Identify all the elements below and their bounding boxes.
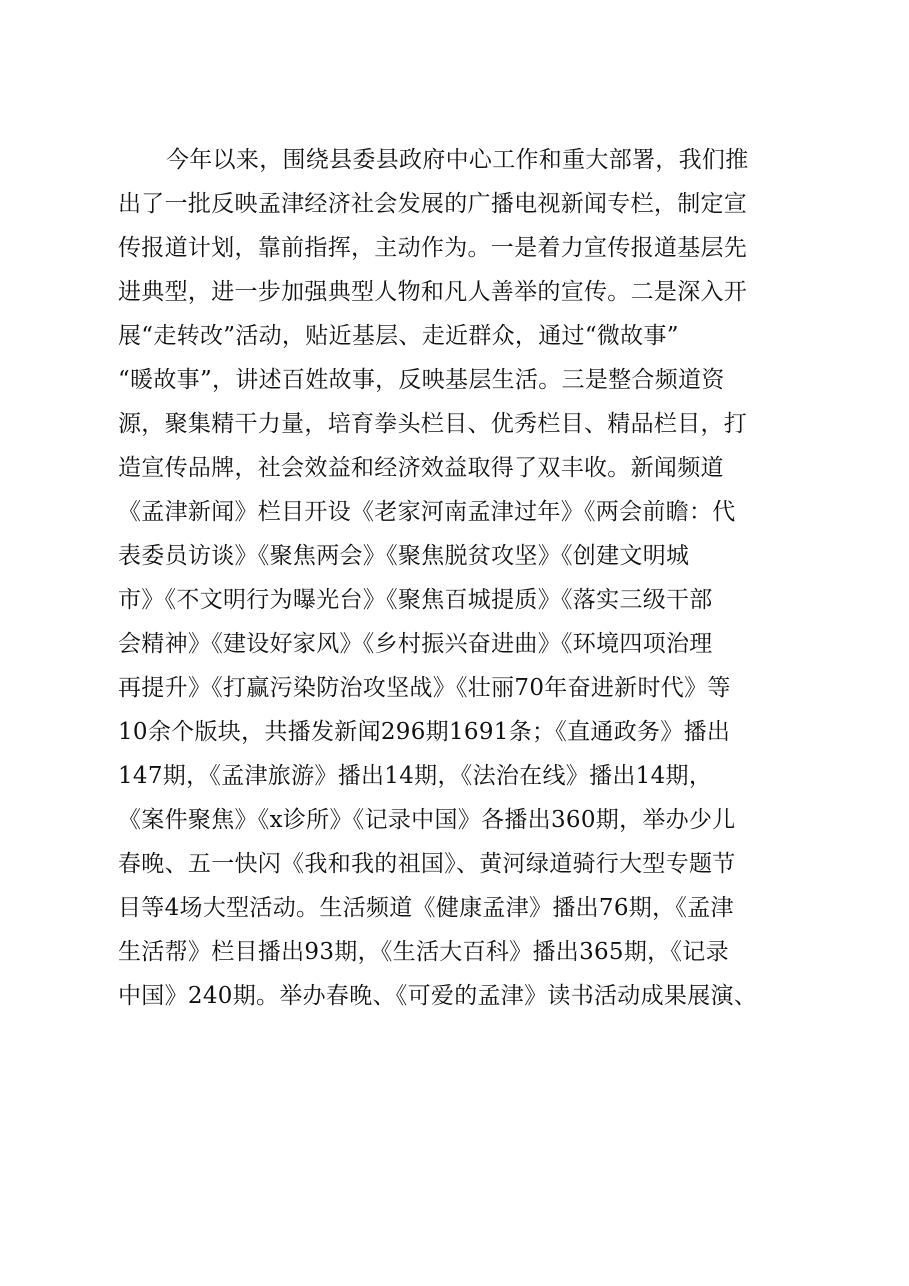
paragraph-line: 今年以来，围绕县委县政府中心工作和重大部署，我们推 <box>166 147 749 173</box>
paragraph-line: 会精神》《建设好家风》《乡村振兴奋进曲》《环境四项治理 <box>118 631 713 657</box>
paragraph-line: 生活帮》栏目播出93期，《生活大百科》播出365期，《记录 <box>118 939 729 965</box>
paragraph-line: 春晚、五一快闪《我和我的祖国》、黄河绿道骑行大型专题节 <box>118 851 736 877</box>
body-paragraph <box>118 138 808 1018</box>
paragraph-line: 目等4场大型活动。生活频道《健康孟津》播出76期，《孟津 <box>118 895 734 921</box>
paragraph-line: 表委员访谈》《聚焦两会》《聚焦脱贫攻坚》《创建文明城 <box>118 543 690 569</box>
paragraph-line: 10余个版块，共播发新闻296期1691条；《直通政务》播出 <box>118 719 731 745</box>
paragraph-line: 源，聚集精干力量，培育拳头栏目、优秀栏目、精品栏目，打 <box>118 411 748 437</box>
paragraph-line: “暖故事”，讲述百姓故事，反映基层生活。三是整合频道资 <box>118 367 725 393</box>
paragraph-line: 传报道计划，靠前指挥，主动作为。一是着力宣传报道基层先 <box>118 235 748 261</box>
paragraph-line: 出了一批反映孟津经济社会发展的广播电视新闻专栏，制定宣 <box>118 191 748 217</box>
paragraph-line: 再提升》《打赢污染防治攻坚战》《壮丽70年奋进新时代》等 <box>118 675 731 701</box>
paragraph-line: 展“走转改”活动，贴近基层、走近群众，通过“微故事” <box>118 323 679 349</box>
paragraph-line: 市》《不文明行为曝光台》《聚焦百城提质》《落实三级干部 <box>118 587 713 613</box>
paragraph-line: 进典型，进一步加强典型人物和凡人善举的宣传。二是深入开 <box>118 279 748 305</box>
paragraph-line: 147期，《孟津旅游》播出14期，《法治在线》播出14期， <box>118 763 713 789</box>
paragraph-line: 《孟津新闻》栏目开设《老家河南孟津过年》《两会前瞻：代 <box>118 499 736 525</box>
paragraph-line: 造宣传品牌，社会效益和经济效益取得了双丰收。新闻频道 <box>118 455 724 481</box>
paragraph-line: 《案件聚焦》《x诊所》《记录中国》各播出360期，举办少儿 <box>118 807 736 833</box>
paragraph-line: 中国》240期。举办春晚、《可爱的孟津》读书活动成果展演、 <box>118 983 758 1009</box>
